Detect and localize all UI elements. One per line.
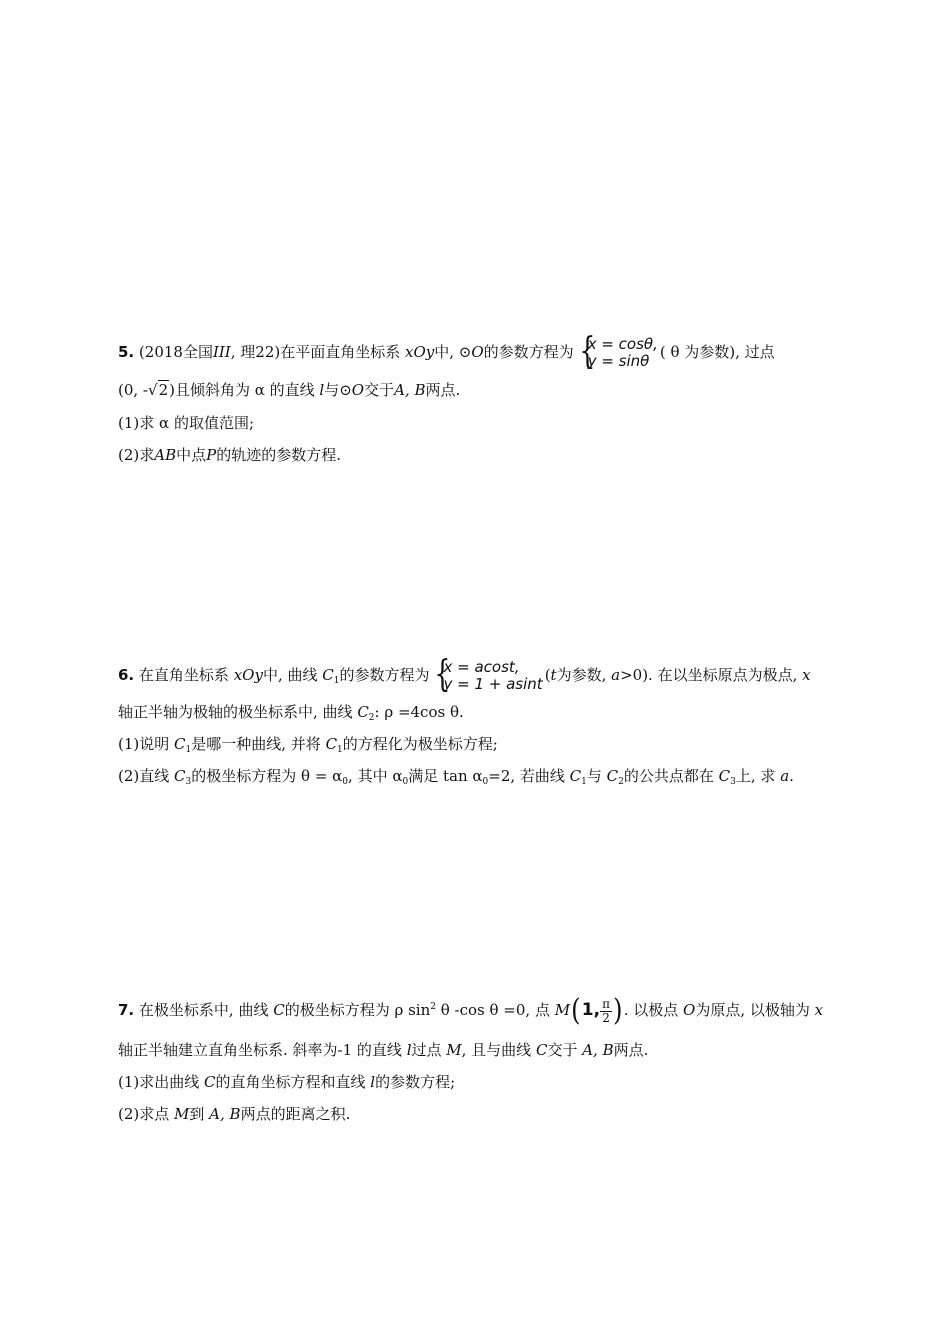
problem-7-question-2: (2)求点 M到 A, B两点的距离之积. [118, 1105, 351, 1123]
fraction-pi-over-2: $\frac{\pi}{2}$ [602, 996, 610, 1025]
problem-number: 7. [118, 1001, 135, 1019]
problem-number: 5. [118, 343, 135, 361]
problem-5-question-1: (1)求 α 的取值范围; [118, 414, 254, 432]
problem-6-line-2: 轴正半轴为极轴的极坐标系中, 曲线 $C_2$: ρ =4cos θ. [118, 703, 464, 723]
problem-7-question-1: (1)求出曲线 C的直角坐标方程和直线 l的参数方程; [118, 1073, 456, 1091]
problem-7-line-2: 轴正半轴建立直角坐标系. 斜率为-1 的直线 l过点 M, 且与曲线 C交于 A, B两点. [118, 1041, 649, 1059]
problem-5-line-1: 5. (2018全国III, 理22)在平面直角坐标系 xOy中, ⊙O的参数方程为 { x = cosθ, y = sinθ ( θ 为参数), 过点 [118, 331, 775, 372]
problem-6-question-1: (1)说明 $C_1$是哪一种曲线, 并将 $C_1$的方程化为极坐标方程; [118, 735, 498, 755]
problem-6-question-2: (2)直线 $C_3$的极坐标方程为 $\theta = \alpha_0$, 其中 $\alpha_0$满足 $\tan \alpha_0=2$, 若曲线 $C_1$与 $C_2$的公共点都在 $C_3$上, 求 a. [118, 767, 794, 787]
source-citation: (2018全国III, 理22) [138, 343, 281, 361]
parametric-system: { x = acost, y = 1 + asint [434, 654, 543, 695]
problem-6-line-1: 6. 在直角坐标系 xOy中, 曲线 $C_1$的参数方程为 { x = acost, y = 1 + asint (t为参数, a>0). 在以坐标原点为极点, x [118, 654, 811, 695]
sqrt-expression: √2 [148, 381, 169, 399]
parametric-system: { x = cosθ, y = sinθ [579, 331, 658, 372]
problem-7-line-1: 7. 在极坐标系中, 曲线 C的极坐标方程为 ρ $\sin^2 \theta$ -cos θ =0, 点 M(1, $\frac{\pi}{2}$ ). 以极点 O为原点, 以极轴为 x [118, 993, 824, 1028]
problem-number: 6. [118, 666, 135, 684]
problem-5-line-2: (0, -√2)且倾斜角为 α 的直线 l与⊙O交于A, B两点. [118, 381, 461, 399]
problem-5-question-2: (2)求AB中点P的轨迹的参数方程. [118, 446, 341, 464]
